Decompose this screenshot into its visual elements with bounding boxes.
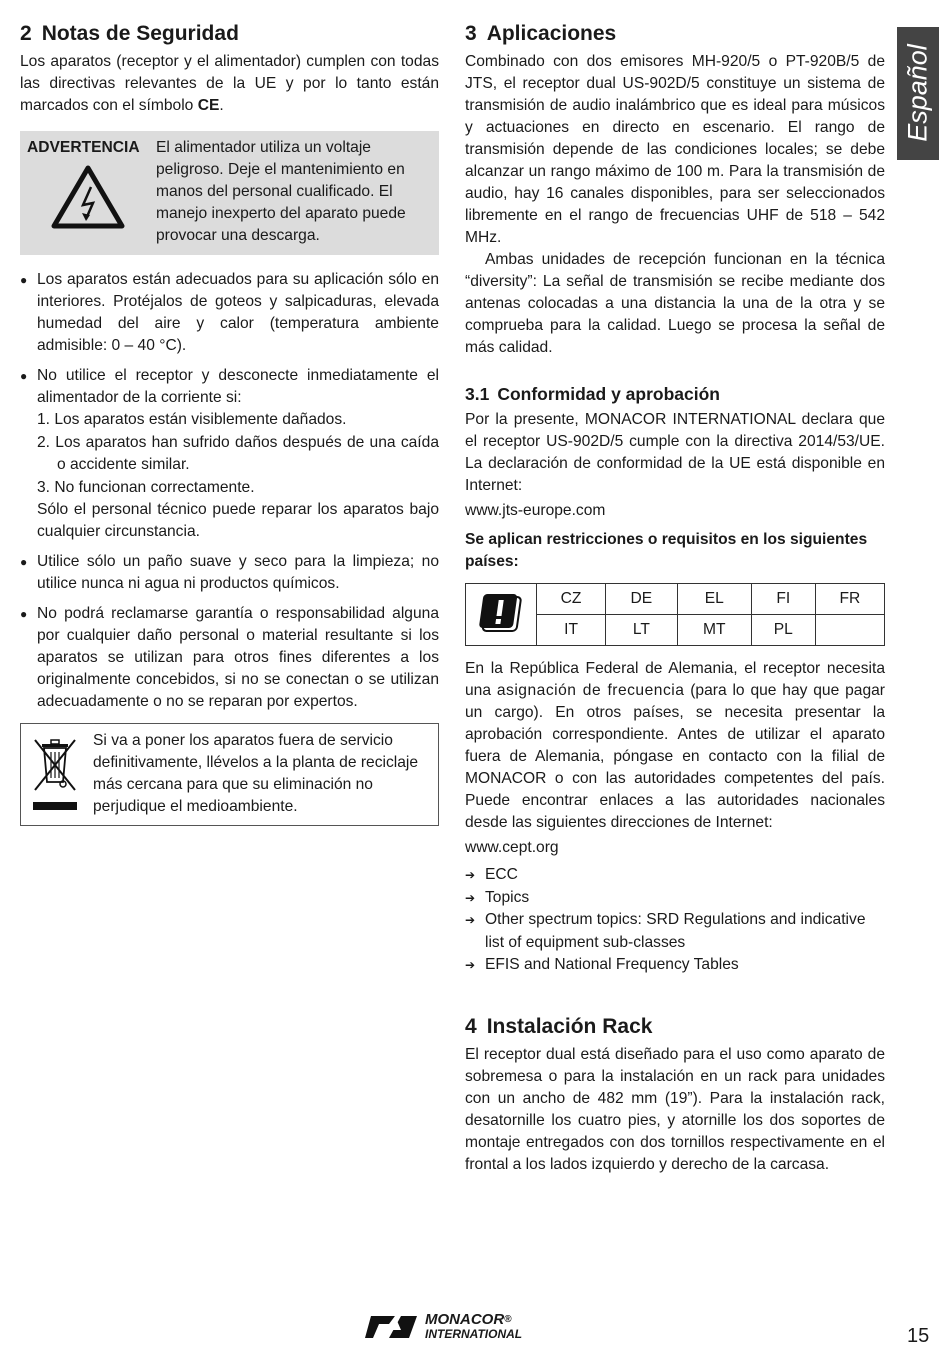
intro-text: Los aparatos (receptor y el alimentador) cumplen con todas las directivas relevantes de la UE y por lo tanto están marcados con el símbolo <box>20 53 439 115</box>
section-title: Instalación Rack <box>486 1014 653 1038</box>
frequency-paragraph <box>465 658 885 834</box>
list-item: ● Utilice sólo un paño suave y seco para la limpieza; no utilice nunca ni agua ni productos químicos. <box>20 551 439 595</box>
section-3-paragraph: Combinado con dos emisores MH-920/5 o PT-920B/5 de JTS, el receptor dual US-902D/5 constituye un sistema de transmisión de audio inalámbrico que es ideal para músicos y actuaciones en directo en escenario. El rango de transmisión depende de las condiciones locales; se debe alcanzar un rango máximo de 100 m. Para la transmisión de audio, hay 16 canales disponibles, para ser seleccionados libremente en el rango de frecuencias UHF de 518 – 542 MHz. <box>465 53 885 247</box>
list-item: ➔ Other spectrum topics: SRD Regulations and indicative list of equipment sub-classes <box>465 909 885 954</box>
list-item <box>20 365 439 543</box>
recycling-text: Si va a poner los aparatos fuera de servicio definitivamente, llévelos a la planta de reciclaje más cercana para que su eliminación no perjudique el medioambiente. <box>93 732 419 816</box>
warning-text: El alimentador utiliza un voltaje peligroso. Deje el mantenimiento en manos del personal cualificado. El manejo inexperto del aparato puede provocar una descarga. <box>156 139 406 245</box>
monacor-logo <box>365 1313 522 1341</box>
list-item: ➔ Topics <box>465 887 885 910</box>
section-title: Conformidad y aprobación <box>497 384 720 405</box>
restrictions-note: Se aplican restricciones o requisitos en los siguientes países: <box>465 531 868 571</box>
ce-mark: CE <box>197 97 220 115</box>
exclamation-notice-icon <box>478 591 524 633</box>
registered-mark: ® <box>504 1314 512 1325</box>
language-tab <box>897 27 939 160</box>
country-cell: DE <box>606 584 678 615</box>
numbered-list <box>37 409 439 499</box>
monacor-logo-icon <box>365 1314 421 1340</box>
high-voltage-warning-icon <box>51 165 125 229</box>
country-cell: LT <box>606 615 678 646</box>
section-number: 4 <box>465 1014 477 1038</box>
brand-subtitle: INTERNATIONAL <box>425 1327 523 1341</box>
section-4-paragraph: El receptor dual está diseñado para el uso como aparato de sobremesa o para la instalación en un rack para unidades con un ancho de 482 mm (19”). Para la instalación rack, desatornille los cuatro pies, y atornille los dos soportes de montaje entregados con dos tornillos respectivamente en el frontal a los lados izquierdo y derecho de la carcasa. <box>465 1045 885 1173</box>
warning-box <box>20 131 439 255</box>
section-3-1-heading <box>465 383 885 406</box>
notice-icon-cell <box>466 584 537 646</box>
bullet-text: Sólo el personal técnico puede reparar los aparatos bajo cualquier circunstancia. <box>37 501 439 541</box>
left-column <box>20 20 439 826</box>
recycling-box <box>20 723 439 826</box>
page-number: 15 <box>907 1325 930 1347</box>
emphasis-text: asignación de frecuencia <box>496 682 685 700</box>
list-item: ➔ ECC <box>465 864 885 887</box>
bullet-text: No utilice el receptor y desconecte inmediatamente el alimentador de la corriente si: <box>37 367 439 407</box>
brand-name: MONACOR <box>425 1311 505 1328</box>
country-cell: EL <box>677 584 751 615</box>
section-number: 3.1 <box>465 384 490 405</box>
paragraph-text: (para lo que hay que pagar un cargo). En otros países, se necesita presentar la aprobación correspondiente. Antes de utilizar el aparato fuera de Alemania, póngase en contacto con la filial de MONACOR o con las autoridades competentes del país. Puede encontrar enlaces a las autoridades nacionales desde las siguientes direcciones de Internet: <box>465 682 885 832</box>
country-cell: CZ <box>537 584 606 615</box>
country-cell <box>815 615 884 646</box>
section-number: 2 <box>20 22 32 45</box>
country-cell: IT <box>537 615 606 646</box>
crossed-bin-icon <box>29 734 83 814</box>
country-cell: PL <box>751 615 815 646</box>
paragraph-text: En la República Federal de Alemania, el receptor necesita una <box>465 660 885 700</box>
section-3-heading <box>465 20 885 47</box>
list-item: 3. No funcionan correctamente. <box>37 478 255 496</box>
conformity-paragraph: Por la presente, MONACOR INTERNATIONAL declara que el receptor US-902D/5 cumple con la directiva 2014/53/UE. La declaración de conformidad de la UE está disponible en Internet: <box>465 411 885 495</box>
list-item: ➔ EFIS and National Frequency Tables <box>465 954 885 977</box>
list-item: ● Los aparatos están adecuados para su aplicación sólo en interiores. Protéjalos de goteos y salpicaduras, elevada humedad del aire y calor (temperatura ambiente admisible: 0 – 40 °C). <box>20 269 439 357</box>
warning-label: ADVERTENCIA <box>27 139 140 157</box>
safety-bullets <box>20 269 439 713</box>
list-item: ● No podrá reclamarse garantía o responsabilidad alguna por cualquier daño personal o material resultante si los aparatos se utilizan para otros fines diferentes a los originalmente concebidos, si no se conectan o se utilizan adecuadamente o no se reparan por expertos. <box>20 603 439 713</box>
section-2-heading <box>20 20 439 47</box>
section-title: Notas de Seguridad <box>41 22 239 45</box>
country-cell: MT <box>677 615 751 646</box>
cept-url[interactable]: www.cept.org <box>465 839 559 857</box>
jts-url[interactable]: www.jts-europe.com <box>465 502 606 520</box>
right-column <box>465 20 885 1176</box>
section-4-heading <box>465 1013 885 1040</box>
section-title: Aplicaciones <box>486 22 617 45</box>
link-path-list <box>465 864 885 977</box>
list-item: 1. Los aparatos están visiblemente dañados. <box>37 411 347 429</box>
country-table <box>465 583 885 646</box>
section-number: 3 <box>465 22 477 45</box>
section-3-paragraph: Ambas unidades de recepción funcionan en la técnica “diversity”: La señal de transmisión se recibe mediante dos antenas colocadas a una distancia la una de la otra y se comprueba para la calidad. Luego se procesa la señal de más calidad. <box>465 251 885 357</box>
list-item: 2. Los aparatos han sufrido daños después de una caída o accidente similar. <box>37 433 439 474</box>
country-cell: FI <box>751 584 815 615</box>
language-tab-label: Español <box>902 44 933 142</box>
country-cell: FR <box>815 584 884 615</box>
table-row <box>466 584 885 615</box>
section-2-intro: Los aparatos (receptor y el alimentador) cumplen con todas las directivas relevantes de la UE y por lo tanto están marcados con el símbolo CE. <box>20 53 439 115</box>
